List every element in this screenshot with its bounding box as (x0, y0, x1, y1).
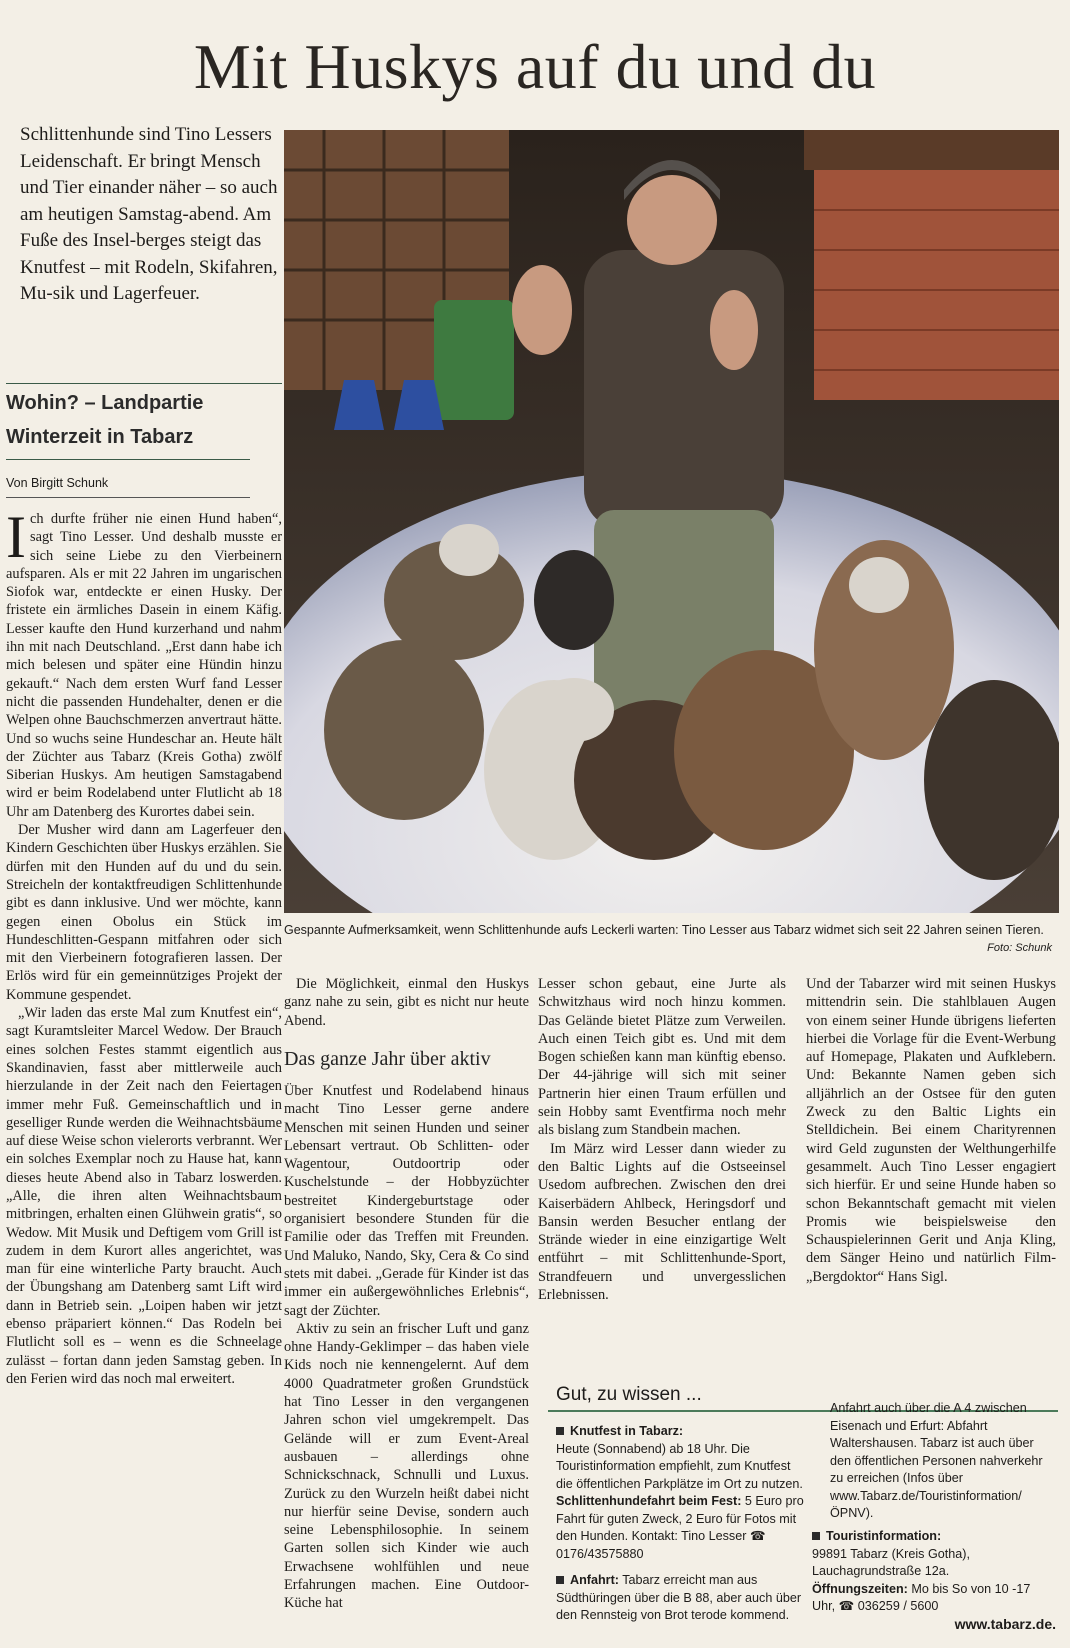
kicker-rule-bottom (6, 459, 250, 460)
photo-credit: Foto: Schunk (987, 942, 1052, 954)
teaser: Schlittenhunde sind Tino Lessers Leidenschaft. Er bringt Mensch und Tier einander näher – so auch am heutigen Samstag-abend. Am Fuße des Insel-berges steigt das Knutfest – mit Rodeln, Skifahren, Mu-sik und Lagerfeuer. (20, 124, 278, 304)
article-column-3 (538, 975, 786, 1304)
article-column-1 (6, 504, 282, 1388)
info-heading: Anfahrt: (570, 1573, 619, 1587)
info-heading: Öffnungszeiten: (812, 1581, 908, 1596)
info-text: Mo bis So von 10 -17 Uhr, (812, 1581, 1031, 1613)
info-text: Tabarz erreicht man aus Südthüringen über die B 88, aber auch über den Rennsteig von Brot terode kommend. (556, 1573, 802, 1622)
huskies-photo (284, 130, 1059, 913)
info-anfahrt (556, 1572, 806, 1625)
bullet-square (556, 1576, 564, 1584)
kicker-line-2: Winterzeit in Tabarz (6, 426, 194, 448)
info-heading: Touristinformation: (826, 1529, 942, 1543)
bullet-square (812, 1532, 820, 1540)
info-knutfest (556, 1423, 806, 1563)
article-column-2-continued (284, 1082, 529, 1613)
article-paragraph: Im März wird Lesser dann wieder zu den Baltic Lights auf die Ostseeinsel Usedom aufbrechen. Zwischen den drei Kaiserbädern Ahlbeck, Heringsdorf und Bansin werden Besucher entlang der Strände wieder in eine einzigartige Welt entführt – mit Schlittenhunde-Sport, Strandfeuern und unvergesslichen Erlebnissen. (538, 1140, 786, 1304)
article-column-4 (806, 975, 1056, 1286)
article-paragraph: „Wir laden das erste Mal zum Knutfest ein“, sagt Kuramtsleiter Marcel Wedow. Der Brauch eines solchen Festes stammt eigentlich aus Skandinavien, fasst aber mittlerweile auch hierzulande in der Zeit nach den Feiertagen immer mehr Fuß. Gemeinschaftlich und in geselliger Runde werden die Weihnachtsbäume auf diese Weise schon vielerorts verbrannt. Wer ein solches Exemplar noch zu Hause hat, kann dieses heute Abend also in Tabarz loswerden. „Alle, die ihren alten Weihnachtsbaum mitbringen, erhalten einen Glühwein gratis“, so Wedow. Mit Musik und Deftigem vom Grill ist zudem in dem Kurort alles angerichtet, was man für eine winterliche Party braucht. Auch der Übungshang am Datenberg samt Lift wird dann in Betrieb sein. „Loipen haben wir jetzt ebenso präpariert können.“ Das Rodeln bei Flutlicht soll es – wenn es die Schneelage zulässt – fortan dann jeden Samstag geben. In den Ferien wird das noch mal erweitert. (6, 1005, 282, 1387)
article-paragraph: Lesser schon gebaut, eine Jurte als Schwitzhaus wird noch hinzu kommen. Das Gelände bietet Plätze zum Verweilen. Auch einen Teich gibt es. Und mit dem Bogen schießen kann man künftig ebenso. Der 44-jährige will sich mit seiner Partnerin hier einen Traum erfüllen und sein Hobby samt Eventfirma noch mehr als bislang zum Standbein machen. (538, 976, 786, 1139)
info-heading: Schlittenhundefahrt beim Fest: (556, 1494, 742, 1508)
info-anfahrt-continued (830, 1400, 1056, 1523)
info-touristinformation (812, 1528, 1056, 1633)
article-paragraph: Und der Tabarzer wird mit seinen Huskys mittendrin sein. Die stahlblauen Augen von einem seiner Hunde übrigens lieferten hierbei die Vorlage für die Event-Werbung auf Homepage, Plakaten und Aufklebern. Und: Bekannte Namen geben sich alljährlich an der Ostsee für den guten Zweck zu den Baltic Lights ein Stelldichein. Bei einem Charityrennen wird Geld zugunsten der Welthungerhilfe gesammelt. Auch Tino Lesser engagiert sich hierfür. Er und seine Hunde haben so schon Bekanntschaft gemacht mit vielen Promis wie beispielsweise den Schauspielerinnen Gerit und Anja Kling, dem Sänger Heino und natürlich Film-„Bergdoktor“ Hans Sigl. (806, 976, 1056, 1285)
article-paragraph: Ich durfte früher nie einen Hund haben“, sagt Tino Lesser. Und deshalb musste er sich seine Liebe zu den Vierbeinern aufsparen. Als er mit 22 Jahren im ungarischen Siofok war, entdeckte er einen Husky. Der fristete ein ärmliches Dasein in einem Käfig. Lesser kaufte den Hund kurzerhand und nahm ihn mit nach Deutschland. „Erst dann habe ich mich belesen und später eine Hündin hinzu gekauft.“ Nach dem ersten Wurf fand Lesser nicht die passenden Hundehalter, denen er die Welpen ohne Bauchschmerzen anvertraut hätte. Und so wuchs seine Hundeschar an. Heute hält der Züchter aus Tabarz (Kreis Gotha) zwölf Siberian Huskys. Am heutigen Samstagabend wird er beim Rodelabend unter Flutlicht ab 18 Uhr am Datenberg des Kurortes dabei sein. (6, 504, 282, 820)
byline-rule (6, 497, 250, 498)
info-text: Anfahrt auch über die A 4 zwischen Eisenach und Erfurt: Abfahrt Waltershausen. Tabarz ist auch über den öffentlichen Personen nahverkehr zu erreichen (Infos über www.Tabarz.de/Touristinformation/ÖPNV). (830, 1401, 1043, 1520)
kicker-rule-top (6, 383, 282, 384)
phone-number: ☎ 0176/43575880 (556, 1529, 766, 1561)
kicker (6, 386, 284, 454)
photo-caption: Gespannte Aufmerksamkeit, wenn Schlittenhunde aufs Leckerli warten: Tino Lesser aus Tabarz widmet sich seit 22 Jahren seinen Tieren. (284, 923, 1044, 937)
article-paragraph: Der Musher wird dann am Lagerfeuer den Kindern Geschichten über Huskys erzählen. Sie dürfen mit den Hunden auf du und du sein. Streicheln der kontaktfreudigen Schlittenhunde gibt es dann inklusive. Und wer möchte, kann gegen einen Obolus ein Stück im Hundeschlitten-Gespann mitfahren oder sich mit den Vierbeinern fotografieren lassen. Der Erlös wird für ein gemeinnütziges Projekt der Kommune gespendet. (6, 822, 282, 1003)
info-text: 99891 Tabarz (Kreis Gotha), Lauchagrundstraße 12a. (812, 1546, 970, 1578)
kicker-line-1: Wohin? – Landpartie (6, 392, 204, 414)
subheading: Das ganze Jahr über aktiv (284, 1048, 491, 1070)
drop-cap: I (6, 504, 26, 570)
article-paragraph: Aktiv zu sein an frischer Luft und ganz ohne Handy-Geklimper – das haben viele Kids noch nie kennengelernt. Auf dem 4000 Quadratmeter großen Grundstück hat Tino Lesser in den vergangenen Jahren schon viel umgekrempelt. Das Gelände will er zum Event-Areal ausbauen – allerdings ohne Schnickschnack, Schnulli und Luxus. Zurück zu den Wurzeln heißt dabei nicht nur hierfür seine Devise, sondern auch seine Lebensphilosophie. In seinem Garten sollen sich Kinder wie auch Erwachsene wohlfühlen und neue Erfahrungen machen. Eine Outdoor-Küche hat (284, 1320, 529, 1612)
info-box-title: Gut, zu wissen ... (556, 1384, 702, 1405)
info-heading: Knutfest in Tabarz: (570, 1424, 684, 1438)
byline: Von Birgitt Schunk (6, 476, 109, 490)
bullet-square (556, 1427, 564, 1435)
article-paragraph: Über Knutfest und Rodelabend hinaus macht Tino Lesser gerne andere Menschen mit seinen Hunden und seiner Lebensart vertraut. Ob Schlitten- oder Wagentour, Outdoortrip oder Kuschelstunde – der Hobbyzüchter bestreitet Kindergeburtstage oder organisiert besondere Stunden für die Familie oder das Treffen mit Freunden. Und Maluko, Nando, Sky, Cera & Co sind stets mit dabei. „Gerade für Kinder ist das immer ein außergewöhnliches Erlebnis“, sagt der Züchter. (284, 1083, 529, 1319)
info-text: Heute (Sonnabend) ab 18 Uhr. Die Touristinformation empfiehlt, zum Knutfest die öffentlichen Parkplätze im Ort zu nutzen. (556, 1441, 803, 1491)
article-paragraph: Die Möglichkeit, einmal den Huskys ganz nahe zu sein, gibt es nicht nur heute Abend. (284, 976, 529, 1029)
phone-number: ☎ 036259 / 5600 (838, 1599, 939, 1613)
article-column-2 (284, 975, 529, 1030)
info-text: 5 Euro pro Fahrt für guten Zweck, 2 Euro für Fotos mit den Hunden. Kontakt: Tino Lesser (556, 1494, 804, 1543)
headline: Mit Huskys auf du und du (193, 31, 877, 102)
website-link[interactable]: www.tabarz.de. (954, 1615, 1056, 1632)
